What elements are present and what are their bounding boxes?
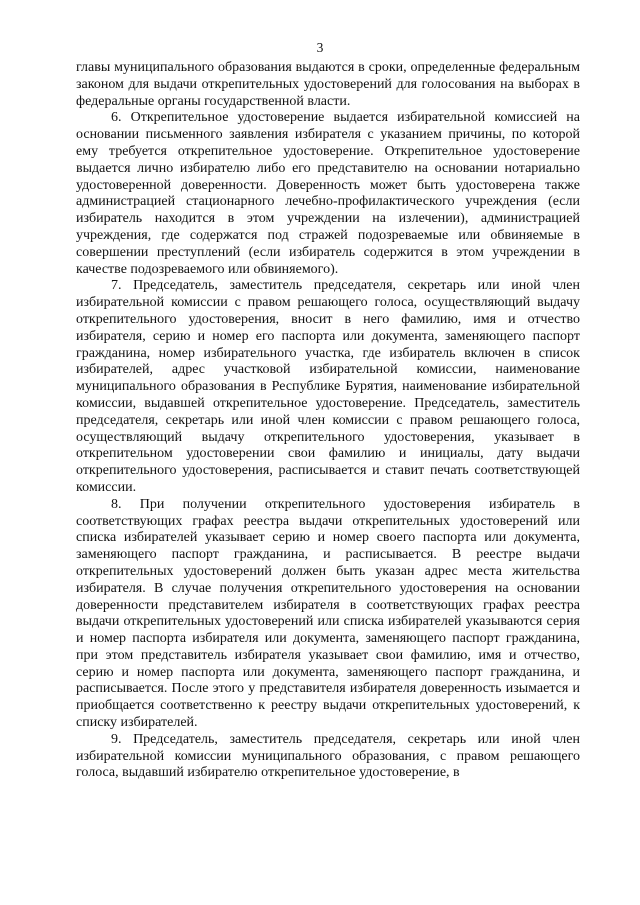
paragraph-item-6: 6. Открепительное удостоверение выдается избирательной комиссией на основании письменного заявления избирателя с указанием причины, по которой ему требуется открепительное удостоверение. Открепительное удостоверение выдается лично избирателю либо его представителю на основании нотариально удостоверенной доверенности. Доверенность может быть удостоверена также администрацией стационарного лечебно-профилактического учреждения (если избиратель находится в этом учреждении на излечении), администрацией учреждения, где содержатся под стражей подозреваемые или обвиняемые в совершении преступлений (если избиратель содержится в этом учреждении в качестве подозреваемого или обвиняемого). <box>76 110 580 277</box>
paragraph-item-9: 9. Председатель, заместитель председателя, секретарь или иной член избирательной комиссии муниципального образования, с правом решающего голоса, выдавший избирателю открепительное удостоверение, в <box>76 731 580 781</box>
document-body <box>76 60 580 782</box>
page-number: 3 <box>316 40 324 55</box>
paragraph-continuation: главы муниципального образования выдаются в сроки, определенные федеральным законом для выдачи открепительных удостоверений для голосования на выборах в федеральные органы государственной власти. <box>76 60 580 109</box>
paragraph-item-8: 8. При получении открепительного удостоверения избиратель в соответствующих графах реестра выдачи открепительных удостоверений или списка избирателей указывает серию и номер своего паспорта или документа, заменяющего паспорт гражданина, и расписывается. В реестре выдачи открепительных удостоверений должен быть указан адрес места жительства избирателя. В случае получения открепительного удостоверения на основании доверенности представителем избирателя в соответствующих графах реестра выдачи открепительных удостоверений или списка избирателей указываются серия и номер паспорта избирателя или документа, заменяющего паспорт гражданина, при этом представитель избирателя указывает свои фамилию, имя и отчество, серию и номер паспорта или документа, заменяющего паспорт гражданина, и расписывается. После этого у представителя избирателя доверенность изымается и приобщается соответственно к реестру выдачи открепительных удостоверений, к списку избирателей. <box>76 496 580 731</box>
paragraph-item-7: 7. Председатель, заместитель председателя, секретарь или иной член избирательной комиссии с правом решающего голоса, осуществляющий выдачу открепительного удостоверения, вносит в него фамилию, имя и отчество избирателя, серию и номер его паспорта или документа, заменяющего паспорт гражданина, номер избирательного участка, где избиратель включен в список избирателей, адрес участковой избирательной комиссии, наименование муниципального образования в Республике Бурятия, наименование избирательной комиссии, выдавшей открепительное удостоверение. Председатель, заместитель председателя, секретарь или иной член комиссии с правом решающего голоса, осуществляющий выдачу открепительного удостоверения, указывает в открепительном удостоверении свои фамилию и инициалы, дату выдачи открепительного удостоверения, расписывается и ставит печать соответствующей комиссии. <box>76 278 580 495</box>
